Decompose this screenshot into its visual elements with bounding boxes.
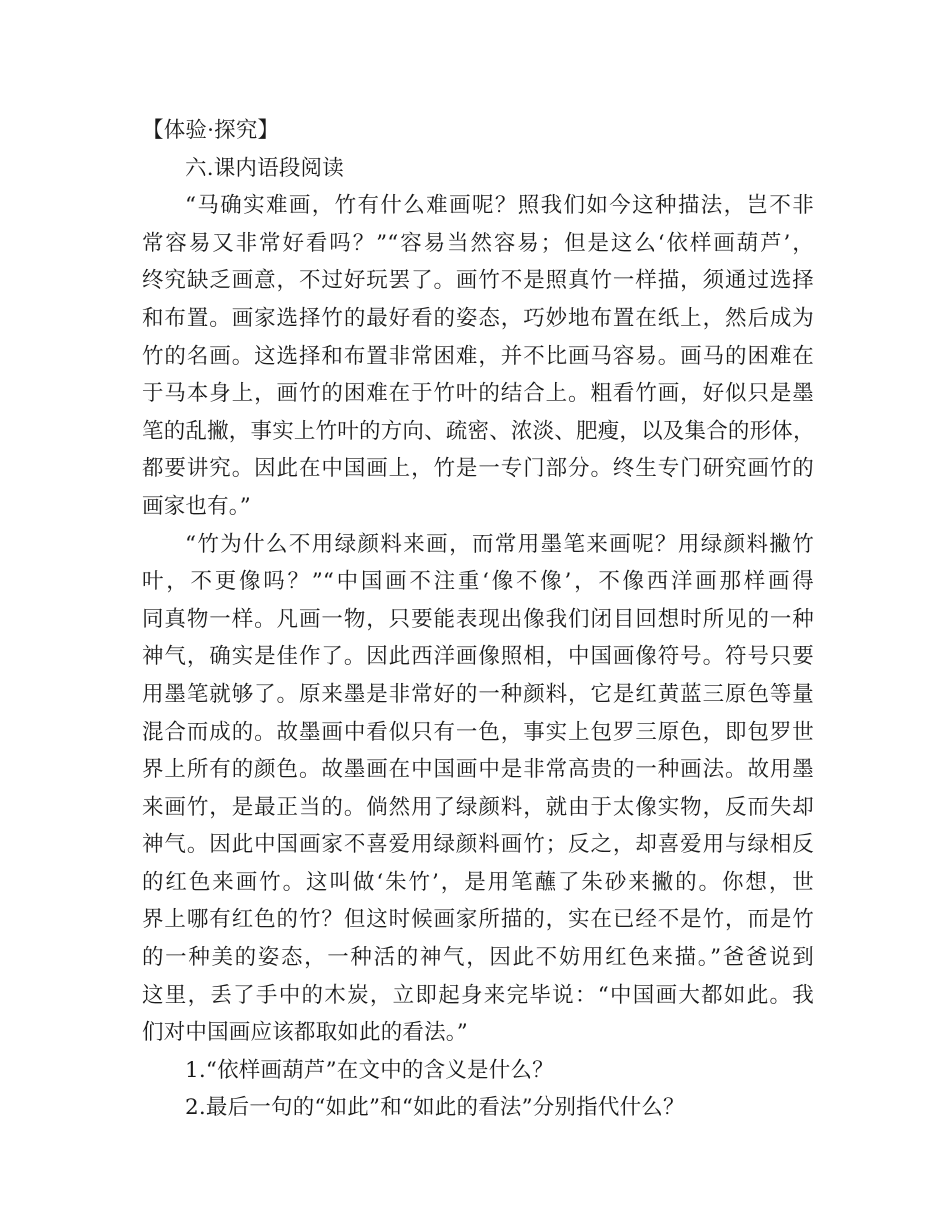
paragraph-line: 终究缺乏画意，不过好玩罢了。画竹不是照真竹一样描，须通过选择 xyxy=(142,268,814,294)
paragraph-line: 于马本身上，画竹的困难在于竹叶的结合上。粗看竹画，好似只是墨 xyxy=(142,381,814,407)
question-2: 2.最后一句的“如此”和“如此的看法”分别指代什么？ xyxy=(185,1095,685,1121)
paragraph-line: 界上所有的颜色。故墨画在中国画中是非常高贵的一种画法。故用墨 xyxy=(142,757,814,783)
paragraph-line: 混合而成的。故墨画中看似只有一色，事实上包罗三原色，即包罗世 xyxy=(142,719,814,745)
paragraph-line: 同真物一样。凡画一物，只要能表现出像我们闭目回想时所见的一种 xyxy=(142,606,814,632)
paragraph-line: 的红色来画竹。这叫做‘朱竹’，是用笔蘸了朱砂来撇的。你想，世 xyxy=(142,869,814,895)
reading-paragraph-1 xyxy=(142,187,814,525)
paragraph-line: 笔的乱撇，事实上竹叶的方向、疏密、浓淡、肥瘦，以及集合的形体， xyxy=(142,418,815,444)
paragraph-line: “竹为什么不用绿颜料来画，而常用墨笔来画呢？用绿颜料撇竹 xyxy=(185,531,814,557)
paragraph-line: 竹的名画。这选择和布置非常困难，并不比画马容易。画马的困难在 xyxy=(142,343,814,369)
paragraph-line: 和布置。画家选择竹的最好看的姿态，巧妙地布置在纸上，然后成为 xyxy=(142,305,814,331)
paragraph-line: 们对中国画应该都取如此的看法。” xyxy=(142,1020,468,1046)
paragraph-line: 神气，确实是佳作了。因此西洋画像照相，中国画像符号。符号只要 xyxy=(142,644,814,670)
paragraph-line: 都要讲究。因此在中国画上，竹是一专门部分。终生专门研究画竹的 xyxy=(142,456,814,482)
paragraph-line: 界上哪有红色的竹？但这时候画家所描的，实在已经不是竹，而是竹 xyxy=(142,907,814,933)
paragraph-line: 神气。因此中国画家不喜爱用绿颜料画竹；反之，却喜爱用与绿相反 xyxy=(142,832,814,858)
section-title: 六.课内语段阅读 xyxy=(185,155,344,181)
paragraph-line: 这里，丢了手中的木炭，立即起身来完毕说：“中国画大都如此。我 xyxy=(142,982,814,1008)
paragraph-line: “马确实难画，竹有什么难画呢？照我们如今这种描法，岂不非 xyxy=(185,193,814,219)
paragraph-line: 常容易又非常好看吗？”“容易当然容易；但是这么‘依样画葫芦’， xyxy=(142,230,814,256)
reading-paragraph-2 xyxy=(142,526,814,1052)
question-1: 1.“依样画葫芦”在文中的含义是什么？ xyxy=(185,1057,554,1083)
paragraph-line: 的一种美的姿态，一种活的神气，因此不妨用红色来描。”爸爸说到 xyxy=(142,945,814,971)
document-body xyxy=(142,112,814,1127)
paragraph-line: 来画竹，是最正当的。倘然用了绿颜料，就由于太像实物，反而失却 xyxy=(142,794,814,820)
paragraph-line: 叶，不更像吗？”“中国画不注重‘像不像’，不像西洋画那样画得 xyxy=(142,569,814,595)
paragraph-line: 用墨笔就够了。原来墨是非常好的一种颜料，它是红黄蓝三原色等量 xyxy=(142,681,814,707)
paragraph-line: 画家也有。” xyxy=(142,493,251,519)
question-list xyxy=(142,1052,814,1127)
section-tag: 【体验·探究】 xyxy=(142,118,280,143)
